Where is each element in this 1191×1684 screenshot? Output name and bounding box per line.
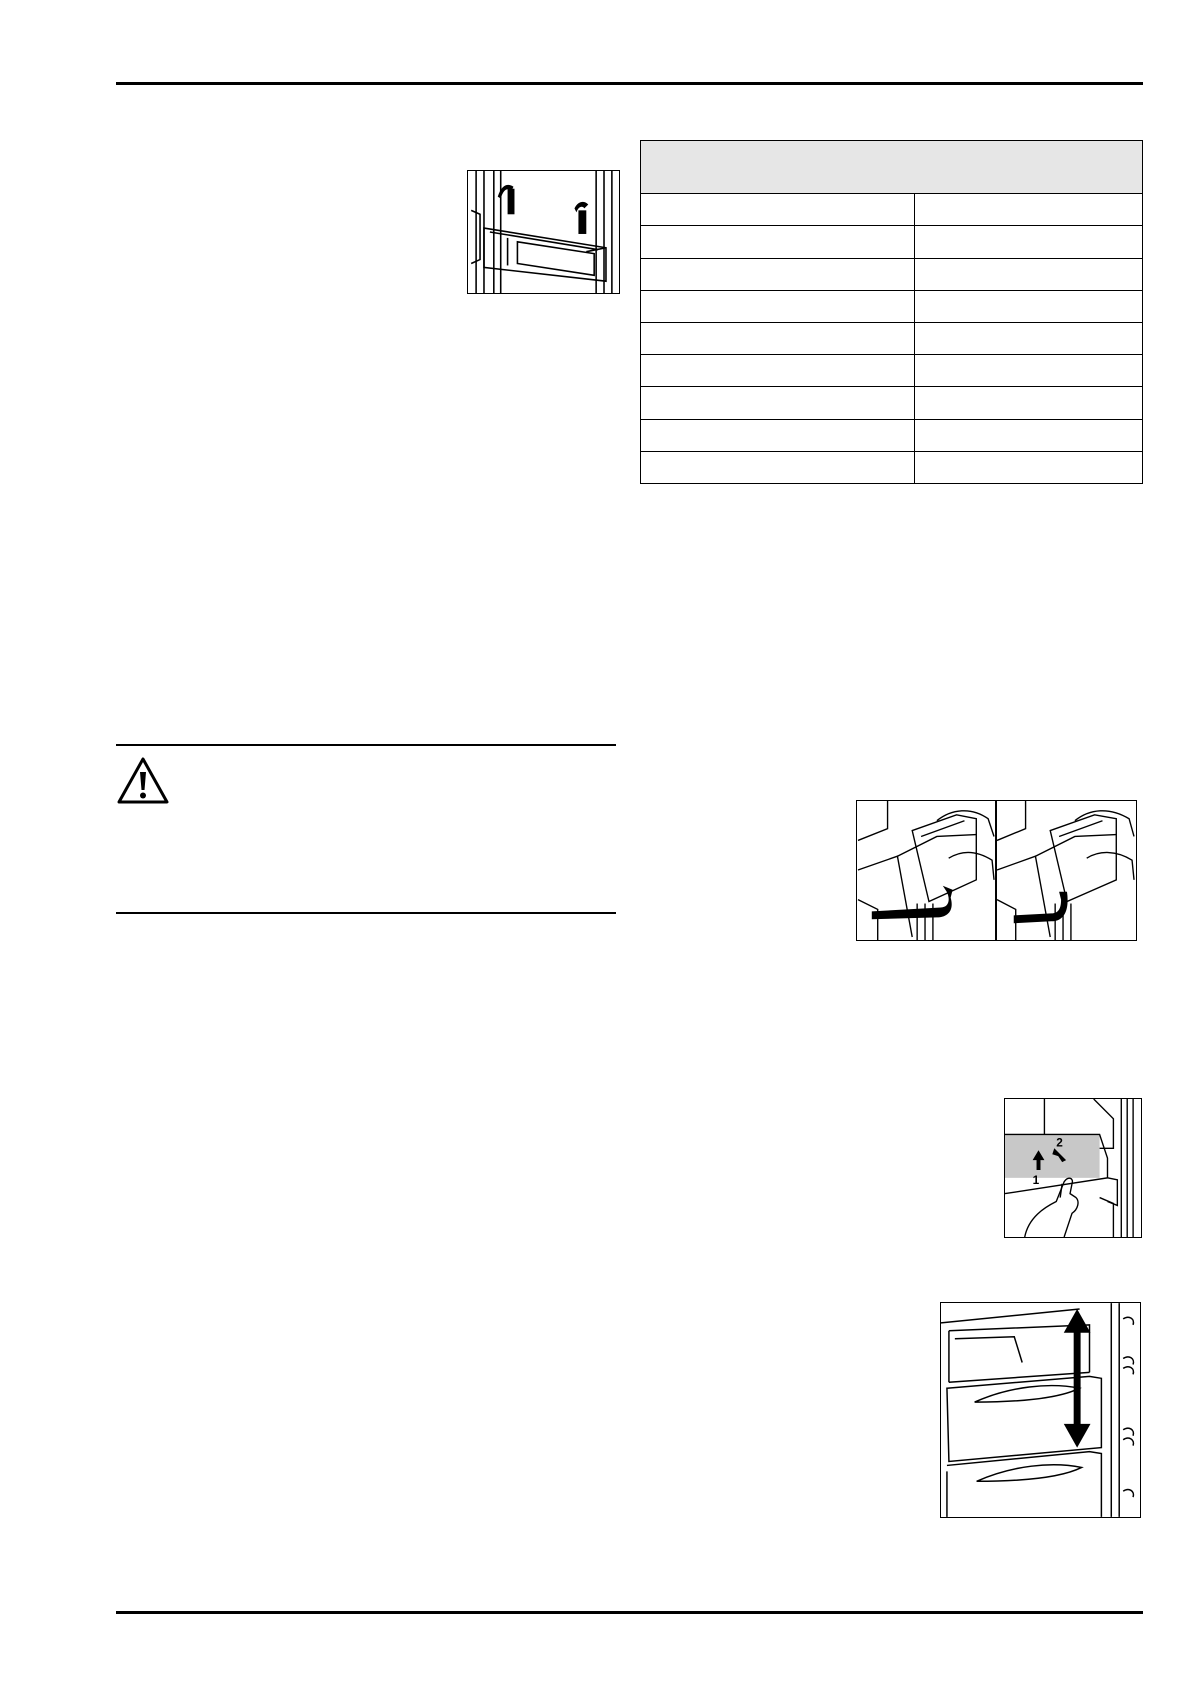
table-cell bbox=[915, 355, 1143, 387]
table-row bbox=[641, 290, 1143, 322]
table-cell bbox=[915, 387, 1143, 419]
warning-triangle-icon bbox=[116, 756, 170, 806]
table-cell bbox=[641, 355, 915, 387]
table-header bbox=[641, 141, 1143, 194]
table-cell bbox=[641, 387, 915, 419]
table-row bbox=[641, 419, 1143, 451]
footer-rule bbox=[116, 1611, 1143, 1614]
table-cell bbox=[915, 419, 1143, 451]
table-cell bbox=[915, 226, 1143, 258]
drawer-pull-out-illustration bbox=[857, 801, 1136, 940]
warning-top-rule bbox=[116, 744, 616, 746]
drawer-figure bbox=[856, 800, 1137, 941]
crisper-drawer-figure bbox=[940, 1302, 1141, 1518]
table-cell bbox=[641, 290, 915, 322]
step-label-1: 1 bbox=[1032, 1172, 1040, 1187]
table-row bbox=[641, 258, 1143, 290]
table-row bbox=[641, 194, 1143, 226]
table-row bbox=[641, 387, 1143, 419]
glass-shelf-removal-illustration bbox=[1005, 1099, 1141, 1237]
table-cell bbox=[641, 419, 915, 451]
table-cell bbox=[915, 194, 1143, 226]
door-bin-removal-illustration bbox=[468, 171, 619, 293]
table-row bbox=[641, 323, 1143, 355]
table-cell bbox=[915, 451, 1143, 483]
table-cell bbox=[915, 323, 1143, 355]
table-cell bbox=[641, 451, 915, 483]
storage-table bbox=[640, 140, 1143, 484]
table-cell bbox=[641, 258, 915, 290]
table-row bbox=[641, 451, 1143, 483]
table-row bbox=[641, 226, 1143, 258]
glass-shelf-figure bbox=[1004, 1098, 1142, 1238]
crisper-drawer-height-adjust-illustration bbox=[941, 1303, 1140, 1517]
table-row bbox=[641, 355, 1143, 387]
table-cell bbox=[641, 194, 915, 226]
table-header-row bbox=[641, 141, 1143, 194]
warning-bottom-rule bbox=[116, 912, 616, 914]
door-bin-figure bbox=[467, 170, 620, 294]
table-cell bbox=[915, 290, 1143, 322]
table-cell bbox=[641, 323, 915, 355]
step-label-2: 2 bbox=[1056, 1135, 1063, 1150]
header-rule bbox=[116, 82, 1143, 85]
table-cell bbox=[641, 226, 915, 258]
table-cell bbox=[915, 258, 1143, 290]
